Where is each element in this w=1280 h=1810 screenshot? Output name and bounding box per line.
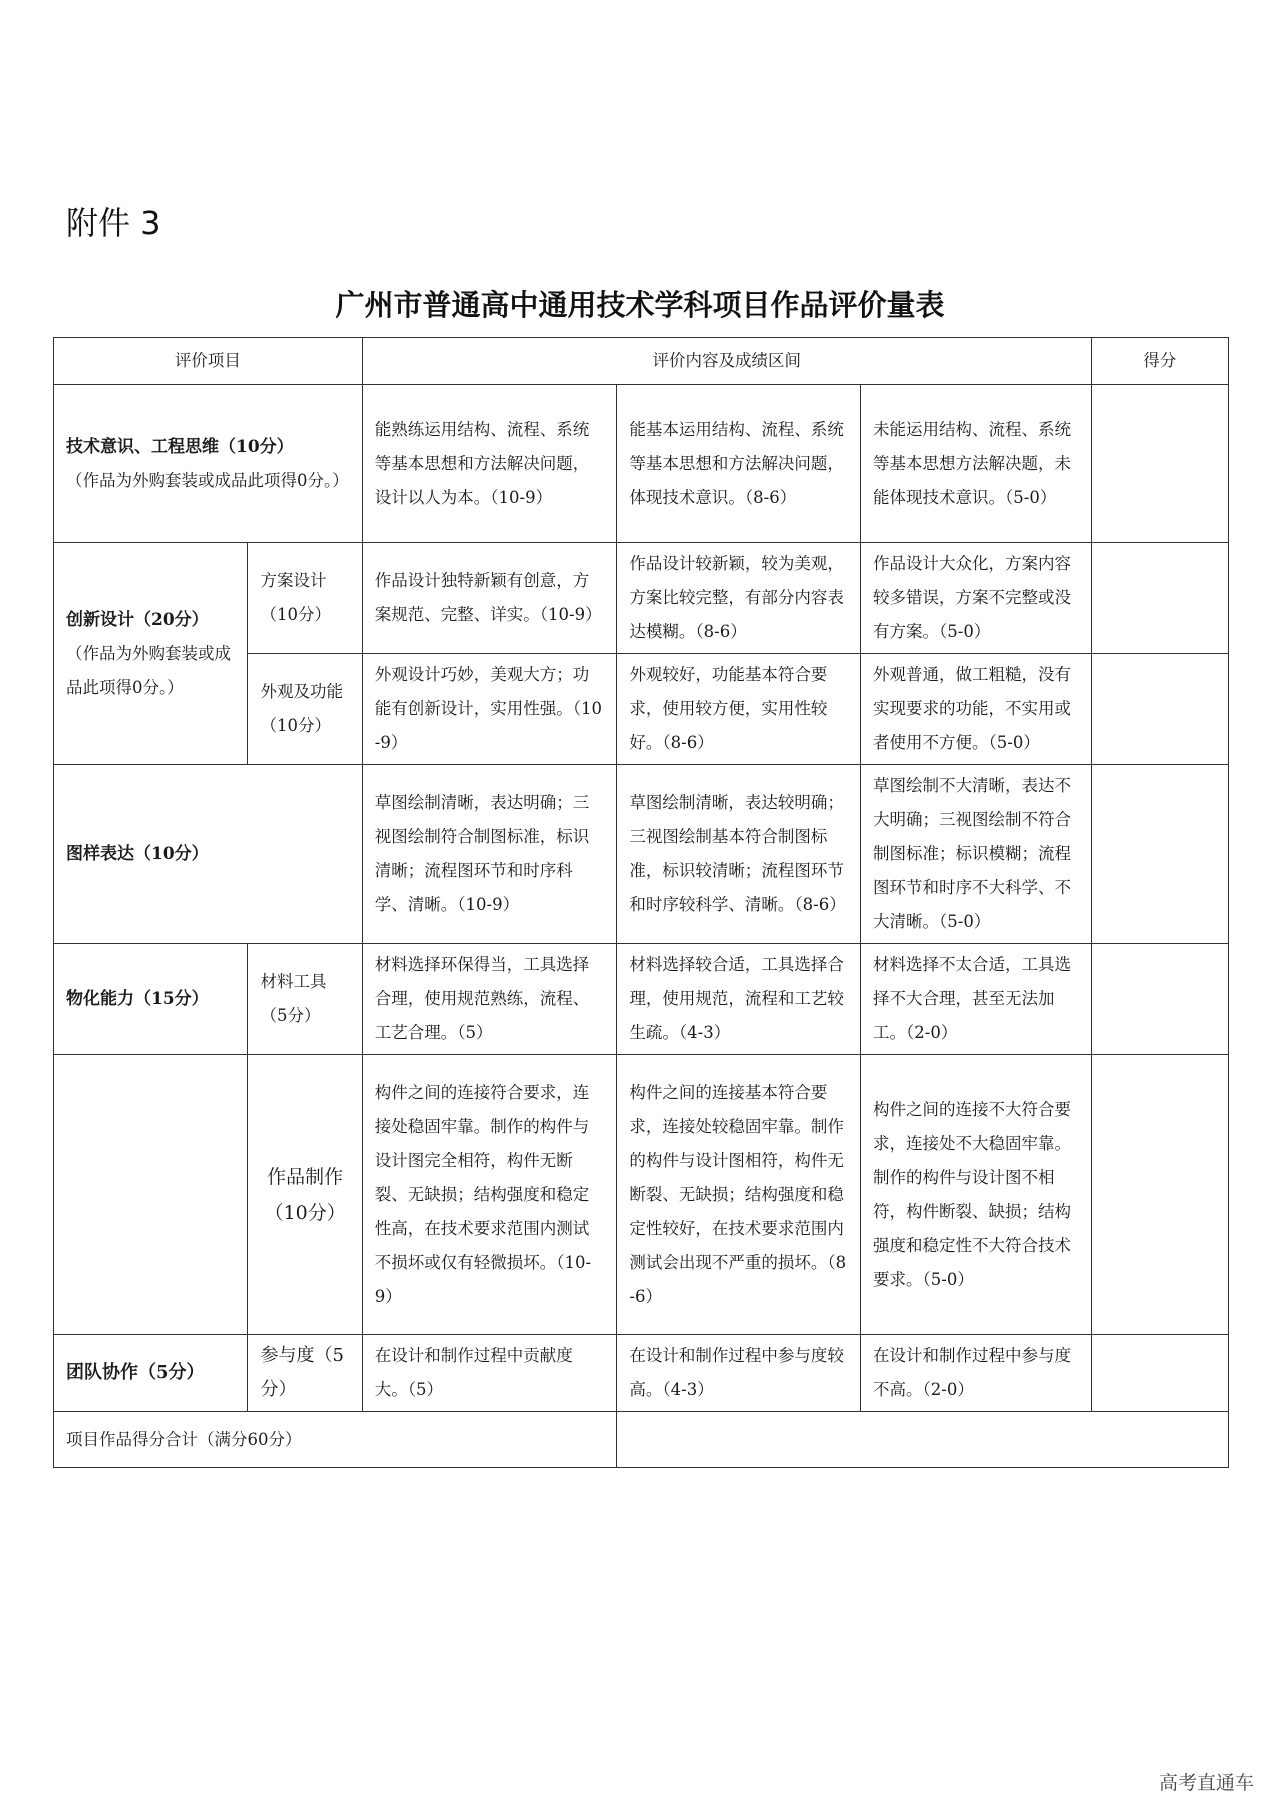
watermark: 高考直通车 bbox=[1158, 1772, 1254, 1794]
table-row-tech bbox=[54, 385, 1229, 543]
table-header-row bbox=[54, 338, 1229, 385]
sub-item-tools bbox=[248, 944, 362, 1055]
item-name: 创新设计（20分） bbox=[66, 609, 209, 630]
table-row-team bbox=[54, 1335, 1229, 1412]
item-cell-making bbox=[54, 944, 248, 1055]
sub-item-label: 方案设计 bbox=[260, 571, 327, 590]
criteria-high: 外观设计巧妙，美观大方；功能有创新设计，实用性强。（10-9） bbox=[362, 654, 617, 765]
score-cell[interactable] bbox=[1091, 765, 1228, 944]
criteria-low: 在设计和制作过程中参与度不高。（2-0） bbox=[861, 1335, 1092, 1412]
score-cell[interactable] bbox=[1091, 543, 1228, 654]
item-cell-tech bbox=[54, 385, 363, 543]
sub-item-label: 外观及功能 bbox=[260, 682, 343, 701]
item-cell-team bbox=[54, 1335, 248, 1412]
sub-item-participation: 参与度（5分） bbox=[248, 1335, 362, 1412]
sub-item-points: （10分） bbox=[260, 605, 331, 624]
total-score-cell[interactable] bbox=[617, 1412, 1229, 1468]
attachment-label: 附件 3 bbox=[66, 204, 161, 242]
criteria-high: 草图绘制清晰，表达明确；三视图绘制符合制图标准，标识清晰；流程图环节和时序科学、清晰。（10-9） bbox=[362, 765, 617, 944]
sub-item-points: （10分） bbox=[264, 1201, 346, 1224]
sub-item-scheme bbox=[248, 543, 362, 654]
criteria-high: 在设计和制作过程中贡献度大。（5） bbox=[362, 1335, 617, 1412]
criteria-mid: 材料选择较合适，工具选择合理，使用规范，流程和工艺较生疏。（4-3） bbox=[617, 944, 861, 1055]
sub-item-label: 材料工具 bbox=[260, 972, 327, 991]
evaluation-table bbox=[53, 337, 1229, 1468]
item-name: 物化能力（15分） bbox=[66, 989, 209, 1009]
sub-item-points: （10分） bbox=[260, 716, 331, 735]
criteria-high: 作品设计独特新颖有创意，方案规范、完整、详实。（10-9） bbox=[362, 543, 617, 654]
criteria-mid: 能基本运用结构、流程、系统等基本思想和方法解决问题，体现技术意识。（8-6） bbox=[617, 385, 861, 543]
score-cell[interactable] bbox=[1091, 654, 1228, 765]
header-item: 评价项目 bbox=[54, 338, 363, 385]
criteria-low: 外观普通，做工粗糙，没有实现要求的功能，不实用或者使用不方便。（5-0） bbox=[861, 654, 1092, 765]
table-row-total bbox=[54, 1412, 1229, 1468]
item-note: （作品为外购套装或成品此项得0分。） bbox=[66, 643, 231, 697]
score-cell[interactable] bbox=[1091, 385, 1228, 543]
criteria-low: 草图绘制不大清晰，表达不大明确；三视图绘制不符合制图标准；标识模糊；流程图环节和时序不大科学、不大清晰。（5-0） bbox=[861, 765, 1092, 944]
item-cell-empty bbox=[54, 1055, 248, 1335]
item-name: 技术意识、工程思维（10分） bbox=[66, 436, 294, 457]
table-row-making-tools bbox=[54, 944, 1229, 1055]
criteria-high: 材料选择环保得当，工具选择合理，使用规范熟练，流程、工艺合理。（5） bbox=[362, 944, 617, 1055]
score-cell[interactable] bbox=[1091, 1335, 1228, 1412]
criteria-mid: 外观较好，功能基本符合要求，使用较方便，实用性较好。（8-6） bbox=[617, 654, 861, 765]
header-score: 得分 bbox=[1091, 338, 1228, 385]
total-label: 项目作品得分合计（满分60分） bbox=[54, 1412, 617, 1468]
table-row-drawing bbox=[54, 765, 1229, 944]
item-note: （作品为外购套装或成品此项得0分。） bbox=[66, 470, 349, 490]
sub-item-label: 作品制作 bbox=[267, 1165, 344, 1188]
criteria-low: 作品设计大众化，方案内容较多错误，方案不完整或没有方案。（5-0） bbox=[861, 543, 1092, 654]
header-content: 评价内容及成绩区间 bbox=[362, 338, 1091, 385]
item-cell-innovation bbox=[54, 543, 248, 765]
sub-item-appearance bbox=[248, 654, 362, 765]
table-row-making-product bbox=[54, 1055, 1229, 1335]
sub-item-points: （5分） bbox=[260, 1006, 321, 1025]
item-name: 图样表达（10分） bbox=[66, 844, 209, 864]
criteria-high: 能熟练运用结构、流程、系统等基本思想和方法解决问题，设计以人为本。（10-9） bbox=[362, 385, 617, 543]
page-title: 广州市普通高中通用技术学科项目作品评价量表 bbox=[335, 288, 945, 322]
criteria-low: 未能运用结构、流程、系统等基本思想方法解决题，未能体现技术意识。（5-0） bbox=[861, 385, 1092, 543]
criteria-low: 构件之间的连接不大符合要求，连接处不大稳固牢靠。制作的构件与设计图不相符，构件断裂、缺损；结构强度和稳定性不大符合技术要求。（5-0） bbox=[861, 1055, 1092, 1335]
score-cell[interactable] bbox=[1091, 1055, 1228, 1335]
criteria-mid: 在设计和制作过程中参与度较高。（4-3） bbox=[617, 1335, 861, 1412]
criteria-mid: 作品设计较新颖，较为美观，方案比较完整，有部分内容表达模糊。（8-6） bbox=[617, 543, 861, 654]
criteria-high: 构件之间的连接符合要求，连接处稳固牢靠。制作的构件与设计图完全相符，构件无断裂、无缺损；结构强度和稳定性高，在技术要求范围内测试不损坏或仅有轻微损坏。（10-9） bbox=[362, 1055, 617, 1335]
table-row-innovation-scheme bbox=[54, 543, 1229, 654]
sub-item-product bbox=[248, 1055, 362, 1335]
score-cell[interactable] bbox=[1091, 944, 1228, 1055]
criteria-mid: 构件之间的连接基本符合要求，连接处较稳固牢靠。制作的构件与设计图相符，构件无断裂、无缺损；结构强度和稳定性较好，在技术要求范围内测试会出现不严重的损坏。（8-6） bbox=[617, 1055, 861, 1335]
criteria-low: 材料选择不太合适，工具选择不大合理，甚至无法加工。（2-0） bbox=[861, 944, 1092, 1055]
item-cell-drawing bbox=[54, 765, 363, 944]
criteria-mid: 草图绘制清晰，表达较明确；三视图绘制基本符合制图标准，标识较清晰；流程图环节和时序较科学、清晰。（8-6） bbox=[617, 765, 861, 944]
item-name: 团队协作（5分） bbox=[66, 1362, 205, 1383]
